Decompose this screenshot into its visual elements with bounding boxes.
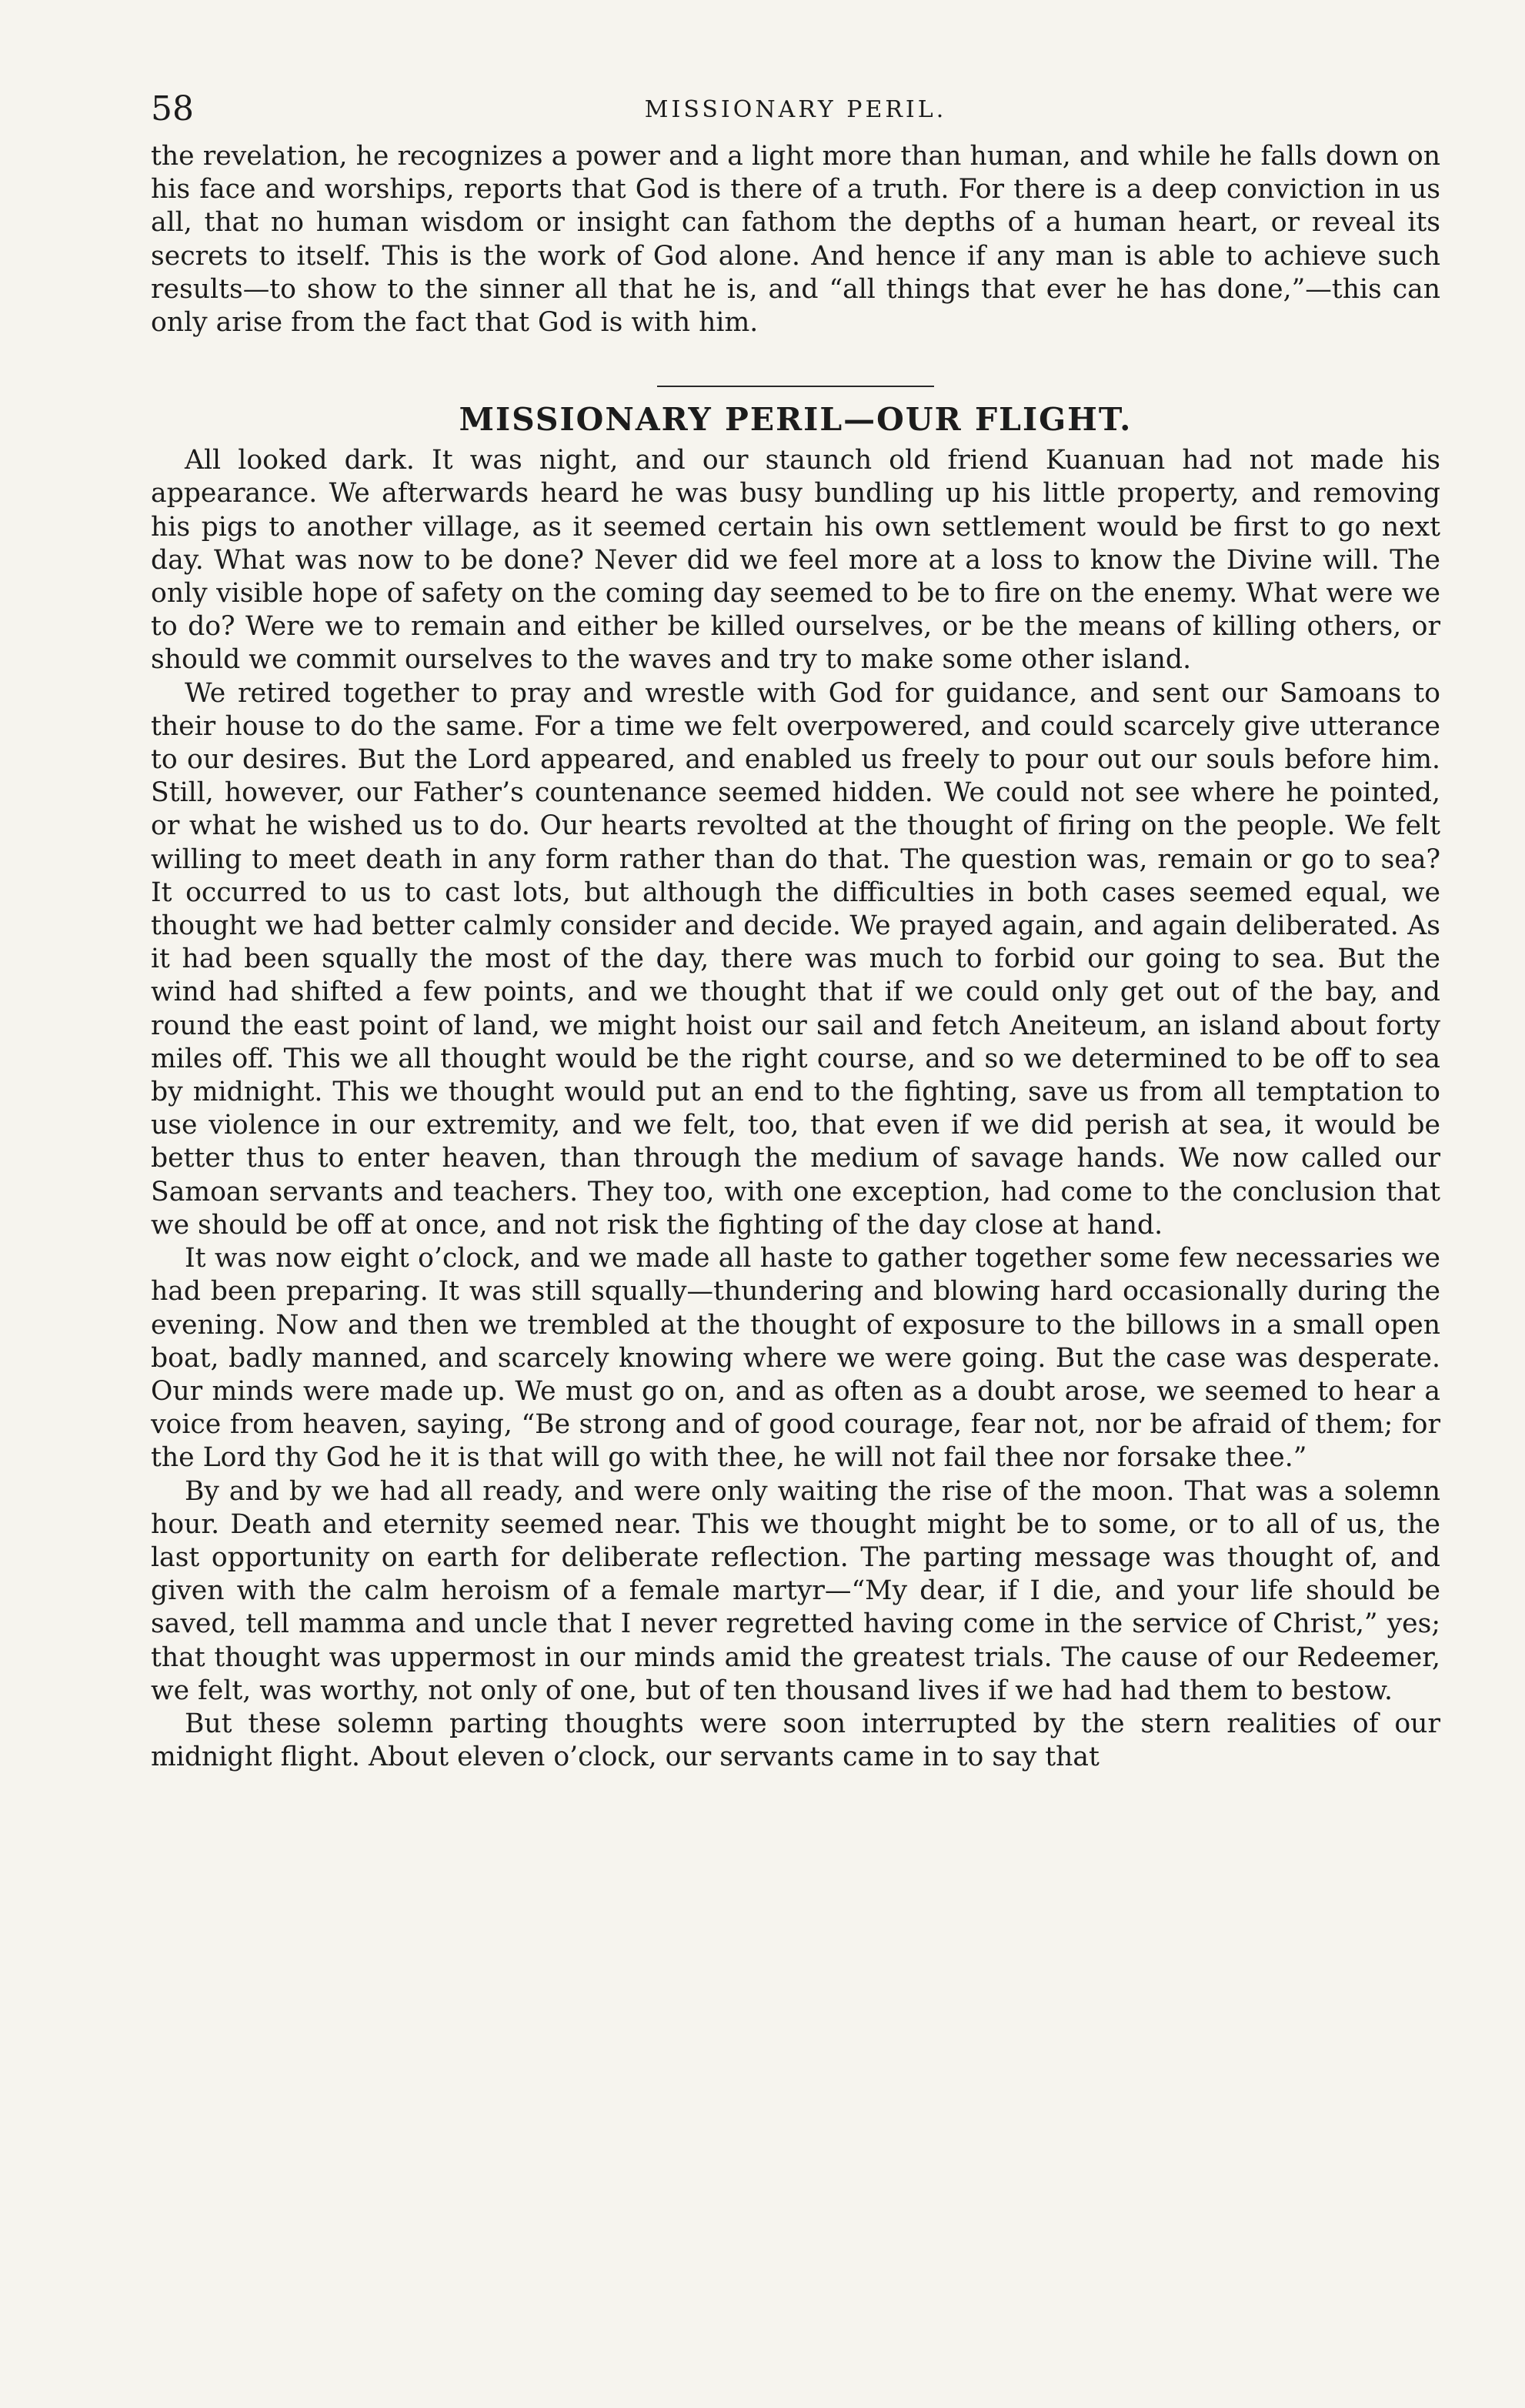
book-page: [151, 86, 1440, 2380]
paragraph: But these solemn parting thoughts were soon interrupted by the stern realities of our midnight flight. About eleven o’clock, our servants came in to say that: [151, 1708, 1440, 1773]
running-head: MISSIONARY PERIL.: [644, 96, 947, 123]
page-number: 58: [151, 89, 194, 129]
intro-paragraph: the revelation, he recognizes a power and a light more than human, and while he falls down on his face and worships, reports that God is there of a truth. For there is a deep conviction in us all, that no human wisdom or insight can fathom the depths of a human heart, or reveal its secrets to itself. This is the work of God alone. And hence if any man is able to achieve such results—to show to the sinner all that he is, and “all things that ever he has done,”—this can only arise from the fact that God is with him.: [151, 141, 1440, 339]
paragraph: It was now eight o’clock, and we made all haste to gather together some few necessaries we had been preparing. It was still squally—thundering and blowing hard occasionally during the evening. Now and then we trembled at the thought of exposure to the billows in a small open boat, badly manned, and scarcely knowing where we were going. But the case was desperate. Our minds were made up. We must go on, and as often as a doubt arose, we seemed to hear a voice from heaven, saying, “Be strong and of good courage, fear not, nor be afraid of them; for the Lord thy God he it is that will go with thee, he will not fail thee nor forsake thee.”: [151, 1243, 1440, 1474]
section-divider: [657, 386, 934, 387]
page-header: [151, 86, 1440, 140]
paragraph: All looked dark. It was night, and our staunch old friend Kuanuan had not made his appearance. We afterwards heard he was busy bundling up his little property, and removing his pigs to another village, as it seemed certain his own settlement would be first to go next day. What was now to be done? Never did we feel more at a loss to know the Divine will. The only visible hope of safety on the coming day seemed to be to fire on the enemy. What were we to do? Were we to remain and either be killed ourselves, or be the means of killing others, or should we commit ourselves to the waves and try to make some other island.: [151, 445, 1440, 676]
paragraph: By and by we had all ready, and were only waiting the rise of the moon. That was a solemn hour. Death and eternity seemed near. This we thought might be to some, or to all of us, the last opportunity on earth for deliberate reflection. The parting message was thought of, and given with the calm heroism of a female martyr—“My dear, if I die, and your life should be saved, tell mamma and uncle that I never regretted having come in the service of Christ,” yes; that thought was uppermost in our minds amid the greatest trials. The cause of our Redeemer, we felt, was worthy, not only of one, but of ten thousand lives if we had had them to bestow.: [151, 1475, 1440, 1706]
paragraph: We retired together to pray and wrestle with God for guidance, and sent our Samoans to their house to do the same. For a time we felt overpowered, and could scarcely give utterance to our desires. But the Lord appeared, and enabled us freely to pour out our souls before him. Still, however, our Father’s countenance seemed hidden. We could not see where he pointed, or what he wished us to do. Our hearts revolted at the thought of firing on the people. We felt willing to meet death in any form rather than do that. The question was, remain or go to sea? It occurred to us to cast lots, but although the difficulties in both cases seemed equal, we thought we had better calmly consider and decide. We prayed again, and again deliberated. As it had been squally the most of the day, there was much to forbid our going to sea. But the wind had shifted a few points, and we thought that if we could only get out of the bay, and round the east point of land, we might hoist our sail and fetch Aneiteum, an island about forty miles off. This we all thought would be the right course, and so we determined to be off to sea by midnight. This we thought would put an end to the fighting, save us from all temptation to use violence in our extremity, and we felt, too, that even if we did perish at sea, it would be better thus to enter heaven, than through the medium of savage hands. We now called our Samoan servants and teachers. They too, with one exception, had come to the conclusion that we should be off at once, and not risk the fighting of the day close at hand.: [151, 677, 1440, 1241]
section-heading: MISSIONARY PERIL—OUR FLIGHT.: [459, 401, 1133, 439]
